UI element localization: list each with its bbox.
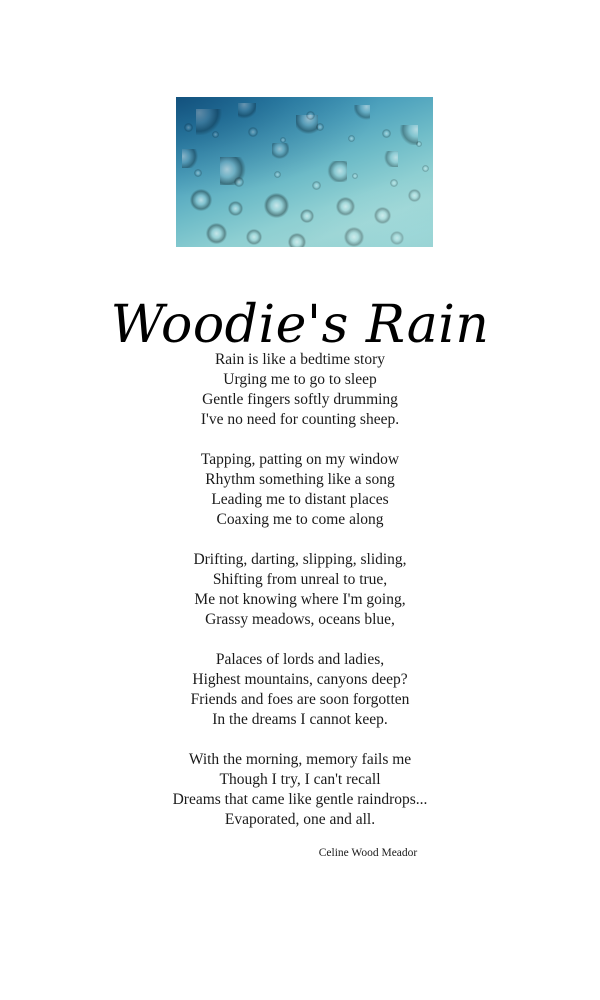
poem-line: In the dreams I cannot keep. [212,711,388,728]
poem-line: I've no need for counting sheep. [200,411,400,428]
poem-line: With the morning, memory fails me [188,751,412,768]
poem-line: Evaporated, one and all. [224,811,376,828]
poem-line: Grassy meadows, oceans blue, [205,611,395,628]
poem-line: Highest mountains, canyons deep? [192,671,408,688]
poem-line: Leading me to distant places [211,491,389,508]
author-attribution: Celine Wood Meador [318,847,418,859]
stanza [0,550,600,630]
poem-line: Though I try, I can't recall [219,771,381,788]
poem-line: Rhythm something like a song [205,471,395,488]
raindrop-photo [176,97,433,247]
poem-line: Urging me to go to sleep [223,371,377,388]
poem-line: Me not knowing where I'm going, [194,591,406,608]
poem-line: Palaces of lords and ladies, [215,651,385,668]
poem-line: Tapping, patting on my window [200,451,400,468]
stanza [0,650,600,730]
poem-line: Drifting, darting, slipping, sliding, [193,551,407,568]
page-title: Woodie's Rain [110,294,490,355]
poem-line: Gentle fingers softly drumming [202,391,398,408]
stanza [0,450,600,530]
photo-vignette [176,97,433,247]
poem-line: Rain is like a bedtime story [214,351,386,368]
stanza [0,350,600,430]
poem-body [0,350,600,830]
poem-line: Shifting from unreal to true, [212,571,388,588]
poem-line: Friends and foes are soon forgotten [190,691,410,708]
stanza [0,750,600,830]
poem-line: Coaxing me to come along [216,511,384,528]
poem-line: Dreams that came like gentle raindrops... [172,791,428,808]
